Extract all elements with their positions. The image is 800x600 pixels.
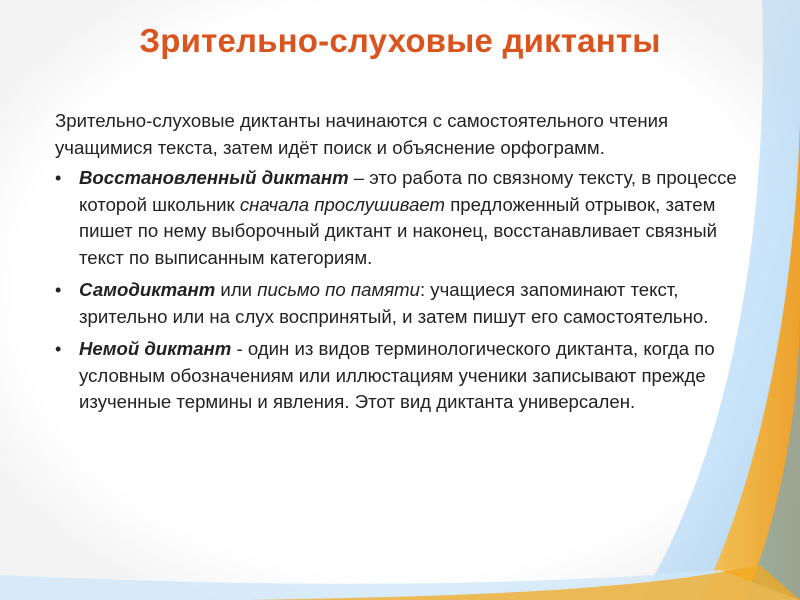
bullet-term: Немой диктант bbox=[79, 338, 232, 359]
slide-content bbox=[55, 108, 745, 422]
bullet-item bbox=[55, 277, 745, 330]
bullet-item bbox=[55, 165, 745, 271]
bullet-text: предложенный отрывок, затем пишет по нему выборочный диктант и наконец, восстанавливает связный текст по выписанным категориям. bbox=[79, 193, 717, 268]
bullet-dot-icon: • bbox=[55, 339, 62, 359]
intro-paragraph: Зрительно-слуховые диктанты начинаются с самостоятельного чтения учащимися текста, затем идёт поиск и объяснение орфограмм. bbox=[55, 110, 669, 158]
bullet-text: : учащиеся запоминают текст, зрительно или на слух воспринятый, и затем пишут его самостоятельно. bbox=[79, 279, 709, 327]
slide-title: Зрительно-слуховые диктанты bbox=[139, 22, 661, 59]
bullet-emphasis: сначала прослушивает bbox=[239, 193, 446, 215]
bullet-text: или bbox=[215, 279, 258, 300]
bullet-item bbox=[55, 336, 745, 416]
bullet-text: - один из видов терминологического диктанта, когда по условным обозначениям или иллюстациям ученики записывают прежде изученные термины и явления. Этот вид диктанта универсален. bbox=[79, 338, 715, 412]
bullet-term: Самодиктант bbox=[79, 279, 216, 300]
bullet-list bbox=[55, 165, 745, 416]
bullet-dot-icon: • bbox=[55, 280, 62, 300]
bullet-text: – это работа по связному тексту, в процессе которой школьник bbox=[79, 167, 737, 215]
bullet-dot-icon: • bbox=[55, 168, 62, 188]
bullet-emphasis: письмо по памяти bbox=[257, 279, 420, 300]
bullet-term: Восстановленный диктант bbox=[79, 167, 349, 188]
